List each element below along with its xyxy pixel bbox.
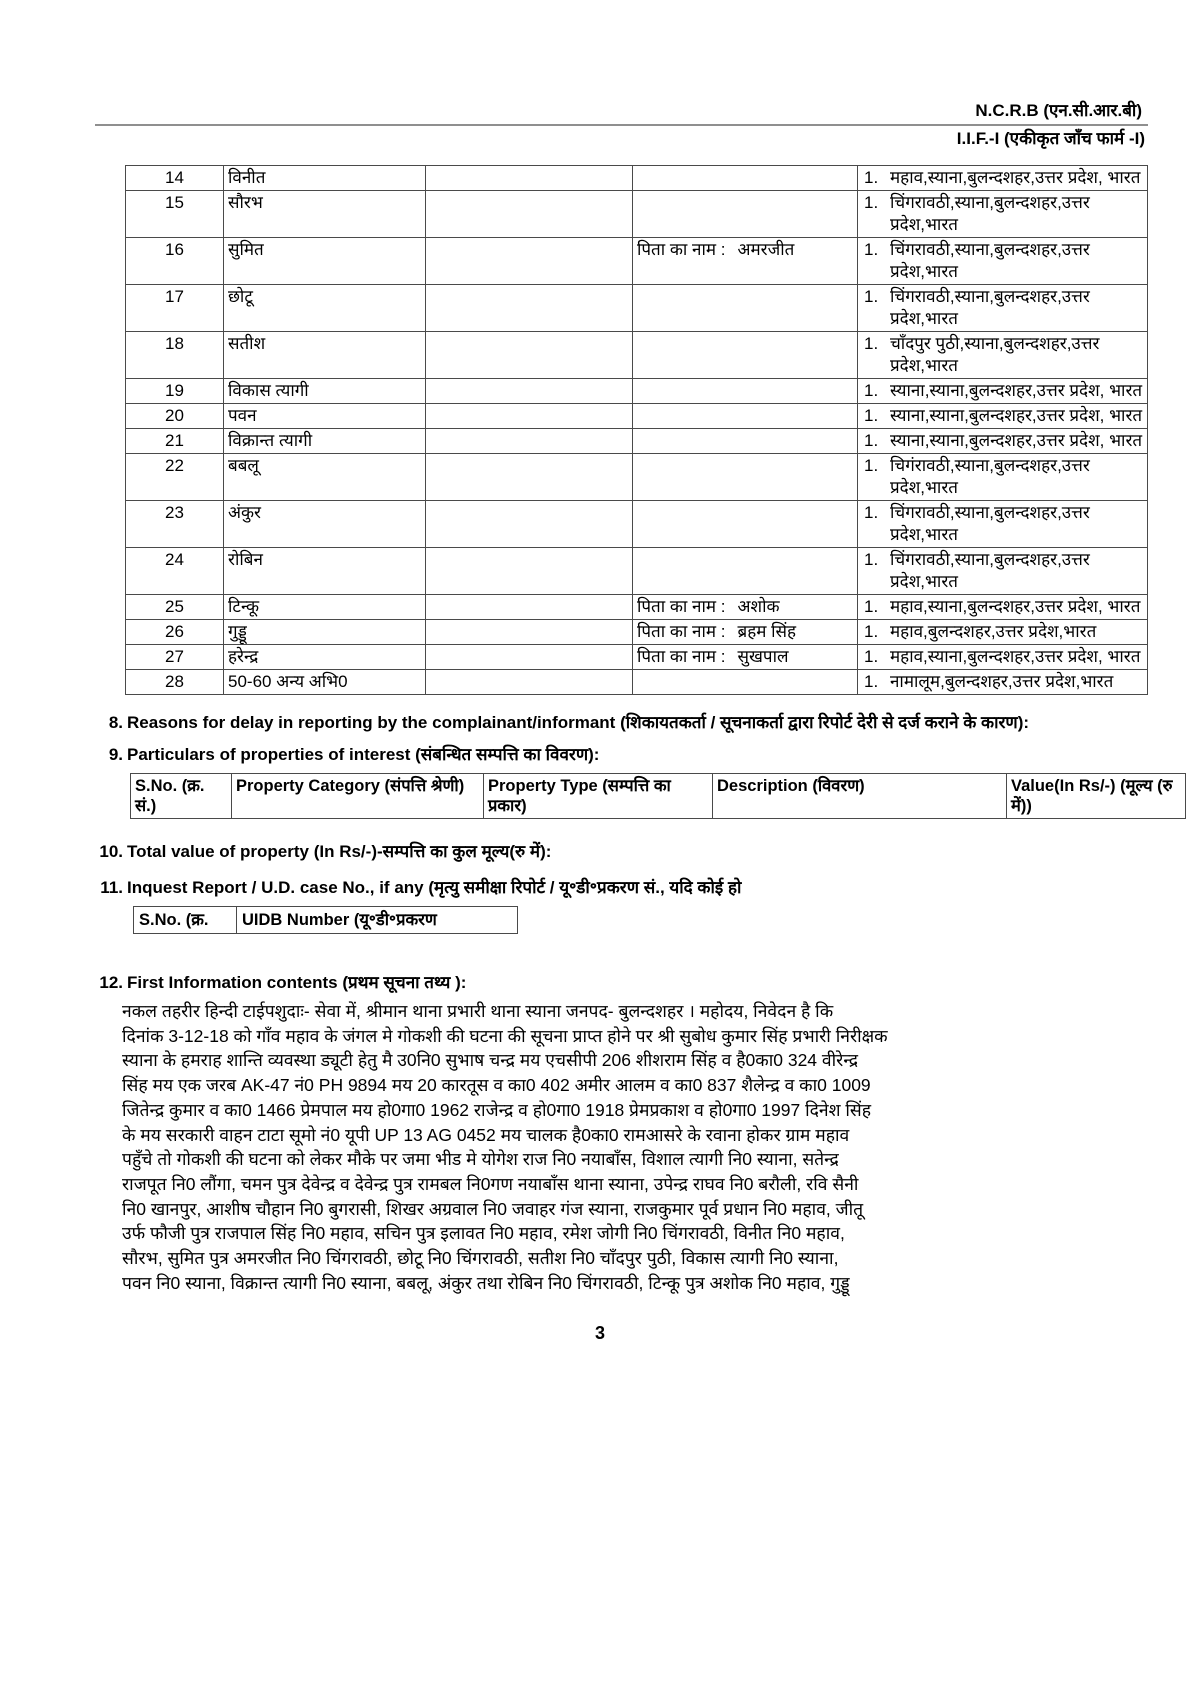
section-11-text: Inquest Report / U.D. case No., if any (मृत्यु समीक्षा रिपोर्ट / यू॰डी॰प्रकरण सं., यदि कोई हो xyxy=(127,878,742,897)
section-10-heading xyxy=(95,839,1200,864)
accused-address-cell xyxy=(858,332,1148,379)
address-text: चिंगरावठी,स्याना,बुलन्दशहर,उत्तर प्रदेश,भारत xyxy=(890,550,1090,591)
accused-empty-cell xyxy=(426,379,633,404)
section-8-heading xyxy=(95,710,1200,735)
fir-contents-line: उर्फ फौजी पुत्र राजपाल सिंह नि0 महाव, सचिन पुत्र इलावत नि0 महाव, रमेश जोगी नि0 चिंगरावठी, विनीत नि0 महाव, xyxy=(122,1223,845,1244)
address-index: 1. xyxy=(864,168,879,187)
father-name-label: पिता का नाम : xyxy=(637,597,726,616)
father-name-label: पिता का नाम : xyxy=(637,240,726,259)
address-index: 1. xyxy=(864,647,879,666)
address-entry xyxy=(862,596,1143,618)
accused-name: विकास त्यागी xyxy=(224,379,426,404)
header-divider xyxy=(95,124,1148,126)
address-text: चाँदपुर पुठी,स्याना,बुलन्दशहर,उत्तर प्रदेश,भारत xyxy=(890,334,1100,375)
accused-name: गुड्डू xyxy=(224,620,426,645)
accused-father-cell xyxy=(633,238,858,285)
accused-address-cell xyxy=(858,238,1148,285)
table-row xyxy=(126,285,1148,332)
accused-empty-cell xyxy=(426,238,633,285)
table-row xyxy=(126,332,1148,379)
accused-address-cell xyxy=(858,454,1148,501)
accused-empty-cell xyxy=(426,429,633,454)
table-row xyxy=(126,166,1148,191)
accused-father-cell xyxy=(633,670,858,695)
accused-name: टिन्कू xyxy=(224,595,426,620)
father-name-label: पिता का नाम : xyxy=(637,622,726,641)
address-entry xyxy=(862,621,1143,643)
address-entry xyxy=(862,380,1143,402)
uidb-table xyxy=(133,906,518,934)
accused-father-cell xyxy=(633,191,858,238)
accused-serial-number: 16 xyxy=(126,238,224,285)
accused-address-cell xyxy=(858,595,1148,620)
section-10-number: 10. xyxy=(99,842,123,861)
accused-name: रोबिन xyxy=(224,548,426,595)
section-8-number: 8. xyxy=(108,713,123,732)
address-text: नामालूम,बुलन्दशहर,उत्तर प्रदेश,भारत xyxy=(890,672,1114,691)
page-header xyxy=(0,0,1200,151)
section-12-number: 12. xyxy=(99,973,123,992)
address-text: चिंगरावठी,स्याना,बुलन्दशहर,उत्तर प्रदेश,भारत xyxy=(890,503,1090,544)
fir-contents-line: सौरभ, सुमित पुत्र अमरजीत नि0 चिंगरावठी, छोटू नि0 चिंगरावठी, सतीश नि0 चाँदपुर पुठी, विकास त्यागी नि0 स्याना, xyxy=(122,1248,839,1269)
accused-father-cell xyxy=(633,501,858,548)
accused-table-body xyxy=(126,166,1148,695)
accused-address-cell xyxy=(858,191,1148,238)
accused-empty-cell xyxy=(426,501,633,548)
accused-details-table xyxy=(125,165,1148,695)
address-index: 1. xyxy=(864,381,879,400)
accused-name: हरेन्द्र xyxy=(224,645,426,670)
accused-father-cell xyxy=(633,285,858,332)
table-row xyxy=(126,454,1148,501)
father-name-value: अशोक xyxy=(737,597,780,616)
section-8-text: Reasons for delay in reporting by the complainant/informant (शिकायतकर्ता / सूचनाकर्ता द्वारा रिपोर्ट देरी से दर्ज कराने के कारण): xyxy=(127,713,1030,732)
accused-address-cell xyxy=(858,285,1148,332)
accused-empty-cell xyxy=(426,454,633,501)
address-index: 1. xyxy=(864,406,879,425)
property-col-desc: Description (विवरण) xyxy=(713,774,1007,819)
fir-contents-paragraph xyxy=(122,999,1152,1295)
accused-address-cell xyxy=(858,429,1148,454)
accused-empty-cell xyxy=(426,645,633,670)
accused-father-cell xyxy=(633,645,858,670)
address-index: 1. xyxy=(864,334,879,353)
address-text: महाव,स्याना,बुलन्दशहर,उत्तर प्रदेश, भारत xyxy=(890,647,1141,666)
address-entry xyxy=(862,286,1143,330)
fir-contents-line: पवन नि0 स्याना, विक्रान्त त्यागी नि0 स्याना, बबलू, अंकुर तथा रोबिन नि0 चिंगरावठी, टिन्कू पुत्र अशोक नि0 महाव, गुड्डू xyxy=(122,1272,850,1293)
address-text: चिंगरावठी,स्याना,बुलन्दशहर,उत्तर प्रदेश,भारत xyxy=(890,240,1090,281)
accused-father-cell xyxy=(633,404,858,429)
address-entry xyxy=(862,239,1143,283)
address-entry xyxy=(862,502,1143,546)
table-row xyxy=(126,595,1148,620)
address-text: महाव,बुलन्दशहर,उत्तर प्रदेश,भारत xyxy=(890,622,1097,641)
address-entry xyxy=(862,430,1143,452)
address-entry xyxy=(862,333,1143,377)
address-index: 1. xyxy=(864,287,879,306)
section-9-number: 9. xyxy=(108,745,123,764)
accused-address-cell xyxy=(858,548,1148,595)
uidb-col-number: UIDB Number (यू॰डी॰प्रकरण xyxy=(237,907,518,934)
accused-address-cell xyxy=(858,670,1148,695)
accused-empty-cell xyxy=(426,285,633,332)
accused-name: सौरभ xyxy=(224,191,426,238)
accused-serial-number: 14 xyxy=(126,166,224,191)
address-text: चिंगरावठी,स्याना,बुलन्दशहर,उत्तर प्रदेश,भारत xyxy=(890,287,1090,328)
table-row xyxy=(126,670,1148,695)
accused-name: विनीत xyxy=(224,166,426,191)
accused-name: विक्रान्त त्यागी xyxy=(224,429,426,454)
accused-empty-cell xyxy=(426,166,633,191)
address-text: महाव,स्याना,बुलन्दशहर,उत्तर प्रदेश, भारत xyxy=(890,597,1141,616)
table-row xyxy=(126,548,1148,595)
accused-serial-number: 24 xyxy=(126,548,224,595)
property-table xyxy=(130,773,1186,819)
section-9-heading xyxy=(95,742,1200,767)
accused-empty-cell xyxy=(426,191,633,238)
accused-empty-cell xyxy=(426,332,633,379)
address-entry xyxy=(862,405,1143,427)
accused-empty-cell xyxy=(426,595,633,620)
address-entry xyxy=(862,167,1143,189)
table-row xyxy=(126,191,1148,238)
accused-serial-number: 21 xyxy=(126,429,224,454)
fir-contents-line: के मय सरकारी वाहन टाटा सूमो नं0 यूपी UP 13 AG 0452 मय चालक है0का0 रामआसरे के रवाना होकर ग्राम महाव xyxy=(122,1124,850,1145)
table-row xyxy=(134,907,518,934)
fir-contents-line: सिंह मय एक जरब AK-47 नं0 PH 9894 मय 20 कारतूस व का0 402 अमीर आलम व का0 837 शैलेन्द्र व का0 1009 xyxy=(122,1075,871,1096)
accused-name: सुमित xyxy=(224,238,426,285)
section-12-text: First Information contents (प्रथम सूचना तथ्य ): xyxy=(127,973,467,992)
table-row xyxy=(126,404,1148,429)
father-name-value: सुखपाल xyxy=(737,647,789,666)
accused-father-cell xyxy=(633,166,858,191)
address-entry xyxy=(862,455,1143,499)
accused-serial-number: 17 xyxy=(126,285,224,332)
accused-serial-number: 18 xyxy=(126,332,224,379)
address-index: 1. xyxy=(864,431,879,450)
address-index: 1. xyxy=(864,622,879,641)
accused-father-cell xyxy=(633,548,858,595)
table-row xyxy=(131,774,1186,819)
address-text: स्याना,स्याना,बुलन्दशहर,उत्तर प्रदेश, भारत xyxy=(890,381,1143,400)
table-row xyxy=(126,379,1148,404)
uidb-col-sno: S.No. (क्र. xyxy=(134,907,237,934)
address-text: स्याना,स्याना,बुलन्दशहर,उत्तर प्रदेश, भारत xyxy=(890,431,1143,450)
accused-serial-number: 23 xyxy=(126,501,224,548)
accused-father-cell xyxy=(633,454,858,501)
accused-empty-cell xyxy=(426,620,633,645)
accused-address-cell xyxy=(858,404,1148,429)
accused-name: सतीश xyxy=(224,332,426,379)
accused-serial-number: 15 xyxy=(126,191,224,238)
fir-contents-line: दिनांक 3-12-18 को गाँव महाव के जंगल मे गोकशी की घटना की सूचना प्राप्त होने पर श्री सुबोध कुमार सिंह प्रभारी निरीक्षक xyxy=(122,1025,888,1046)
accused-father-cell xyxy=(633,429,858,454)
address-index: 1. xyxy=(864,672,879,691)
address-entry xyxy=(862,192,1143,236)
accused-father-cell xyxy=(633,595,858,620)
fir-contents-line: स्याना के हमराह शान्ति व्यवस्था ड्यूटी हेतु मै उ0नि0 सुभाष चन्द्र मय एचसीपी 206 शीशराम सिंह व है0का0 324 वीरेन्द्र xyxy=(122,1050,859,1071)
address-index: 1. xyxy=(864,503,879,522)
accused-name: छोटू xyxy=(224,285,426,332)
accused-serial-number: 28 xyxy=(126,670,224,695)
fir-contents-line: राजपूत नि0 लौंगा, चमन पुत्र देवेन्द्र व देवेन्द्र पुत्र रामबल नि0गण नयाबाँस थाना स्याना, उपेन्द्र राघव नि0 बरौली, रवि सैनी xyxy=(122,1173,859,1194)
father-name-label: पिता का नाम : xyxy=(637,647,726,666)
section-10-text: Total value of property (In Rs/-)-सम्पत्ति का कुल मूल्य(रु में): xyxy=(127,842,552,861)
address-entry xyxy=(862,549,1143,593)
address-index: 1. xyxy=(864,193,879,212)
accused-empty-cell xyxy=(426,670,633,695)
property-col-sno: S.No. (क्र. सं.) xyxy=(131,774,232,819)
accused-father-cell xyxy=(633,332,858,379)
accused-address-cell xyxy=(858,501,1148,548)
address-entry xyxy=(862,671,1143,693)
accused-father-cell xyxy=(633,379,858,404)
father-name-value: ब्रहम सिंह xyxy=(737,622,797,641)
address-index: 1. xyxy=(864,240,879,259)
accused-name: बबलू xyxy=(224,454,426,501)
fir-contents-line: पहुँचे तो गोकशी की घटना को लेकर मौके पर जमा भीड मे योगेश राज नि0 नयाबाँस, विशाल त्यागी नि0 स्याना, सतेन्द्र xyxy=(122,1149,839,1170)
section-9-text: Particulars of properties of interest (संबन्धित सम्पत्ति का विवरण): xyxy=(127,745,600,764)
address-text: चिगंरावठी,स्याना,बुलन्दशहर,उत्तर प्रदेश,भारत xyxy=(890,456,1090,497)
accused-address-cell xyxy=(858,379,1148,404)
accused-address-cell xyxy=(858,620,1148,645)
section-11-heading xyxy=(95,875,1200,900)
table-row xyxy=(126,501,1148,548)
address-entry xyxy=(862,646,1143,668)
table-row xyxy=(126,645,1148,670)
table-row xyxy=(126,238,1148,285)
accused-empty-cell xyxy=(426,548,633,595)
accused-serial-number: 22 xyxy=(126,454,224,501)
accused-serial-number: 25 xyxy=(126,595,224,620)
section-12-heading xyxy=(95,970,1200,995)
accused-serial-number: 26 xyxy=(126,620,224,645)
accused-serial-number: 20 xyxy=(126,404,224,429)
accused-name: पवन xyxy=(224,404,426,429)
fir-contents-line: जितेन्द्र कुमार व का0 1466 प्रेमपाल मय हो0गा0 1962 राजेन्द्र व हो0गा0 1918 प्रेमप्रकाश व हो0गा0 1997 दिनेश सिंह xyxy=(122,1099,872,1120)
property-col-value: Value(In Rs/-) (मूल्य (रु में)) xyxy=(1007,774,1186,819)
accused-serial-number: 27 xyxy=(126,645,224,670)
table-row xyxy=(126,620,1148,645)
accused-father-cell xyxy=(633,620,858,645)
address-text: महाव,स्याना,बुलन्दशहर,उत्तर प्रदेश, भारत xyxy=(890,168,1141,187)
accused-name: 50-60 अन्य अभि0 xyxy=(224,670,426,695)
address-text: चिंगरावठी,स्याना,बुलन्दशहर,उत्तर प्रदेश,भारत xyxy=(890,193,1090,234)
property-table-head xyxy=(131,774,1186,819)
accused-name: अंकुर xyxy=(224,501,426,548)
header-form-title: I.I.F.-I (एकीकृत जाँच फार्म -I) xyxy=(956,129,1145,148)
section-11-number: 11. xyxy=(100,878,123,897)
address-index: 1. xyxy=(864,550,879,569)
accused-address-cell xyxy=(858,645,1148,670)
accused-empty-cell xyxy=(426,404,633,429)
address-text: स्याना,स्याना,बुलन्दशहर,उत्तर प्रदेश, भारत xyxy=(890,406,1143,425)
accused-address-cell xyxy=(858,166,1148,191)
father-name-value: अमरजीत xyxy=(737,240,795,259)
uidb-table-head xyxy=(134,907,518,934)
accused-serial-number: 19 xyxy=(126,379,224,404)
page-number: 3 xyxy=(594,1323,605,1344)
property-col-category: Property Category (संपत्ति श्रेणी) xyxy=(232,774,484,819)
header-ncrb-title: N.C.R.B (एन.सी.आर.बी) xyxy=(975,101,1142,120)
table-row xyxy=(126,429,1148,454)
address-index: 1. xyxy=(864,597,879,616)
property-col-type: Property Type (सम्पत्ति का प्रकार) xyxy=(484,774,713,819)
fir-contents-line: नकल तहरीर हिन्दी टाईपशुदाः- सेवा में, श्रीमान थाना प्रभारी थाना स्याना जनपद- बुलन्दशहर । महोदय, निवेदन है कि xyxy=(122,1001,834,1021)
address-index: 1. xyxy=(864,456,879,475)
fir-contents-line: नि0 खानपुर, आशीष चौहान नि0 बुगरासी, शिखर अग्रवाल नि0 जवाहर गंज स्याना, राजकुमार पूर्व प्रधान नि0 महाव, जीतू xyxy=(122,1198,864,1219)
